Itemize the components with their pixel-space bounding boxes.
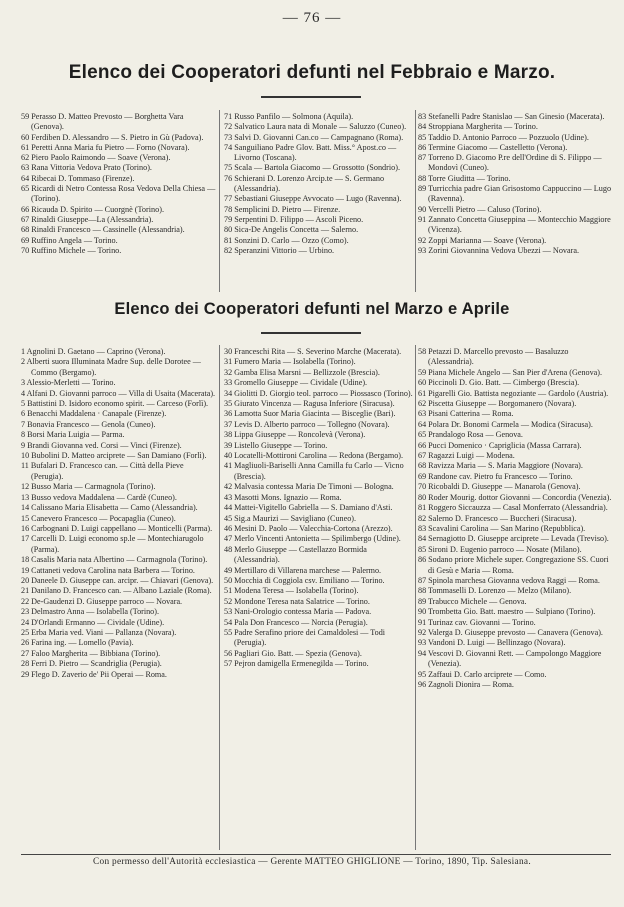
list-item: 73 Salvi D. Giovanni Can.co — Campagnano (Roma).	[224, 132, 404, 142]
list-item: 7 Bonavia Francesco — Genola (Cuneo).	[21, 419, 156, 429]
list-item: 96 Zagnoli Dionira — Roma.	[418, 680, 514, 689]
list-item: 90 Vercelli Pietro — Caluso (Torino).	[418, 204, 542, 214]
section1-column-3	[418, 112, 614, 256]
list-item: 84 Stroppiana Margherita — Torino.	[418, 122, 538, 132]
list-item: 88 Tommaselli D. Lorenzo — Melzo (Milano).	[418, 586, 572, 596]
list-item: 61 Peretti Anna Maria fu Pietro — Forno (Novara).	[21, 142, 190, 152]
list-item: 63 Pisani Catterina — Roma.	[418, 409, 514, 419]
list-item: 36 Lamotta Suor Maria Giacinta — Bisceglie (Bari).	[224, 409, 396, 419]
list-item: 50 Mocchia di Coggiola csv. Emiliano — Torino.	[224, 575, 385, 585]
list-item: 30 Franceschi Rita — S. Severino Marche (Macerata).	[224, 347, 402, 356]
list-item: 54 Pala Don Francesco — Norcia (Perugia).	[224, 617, 368, 627]
list-item: 55 Padre Serafino priore dei Camaldolesi — Todi (Perugia).	[224, 627, 386, 648]
list-item: 51 Modena Teresa — Isolabella (Torino).	[224, 586, 359, 596]
column-divider	[219, 345, 220, 850]
list-item: 80 Sica-De Angelis Concetta — Salerno.	[224, 225, 359, 235]
list-item: 57 Pejron damigella Ermenegilda — Torino.	[224, 659, 369, 669]
list-item: 90 Trombetta Gio. Batt. maestro — Sulpiano (Torino).	[418, 607, 596, 617]
section2-title: Elenco dei Cooperatori defunti nel Marzo e Aprile	[114, 300, 510, 318]
list-item: 86 Sodano priore Michele super. Congregazione SS. Cuori di Gesù e Maria — Roma.	[418, 555, 609, 575]
list-item: 32 Gamba Elisa Marsni — Bellizzole (Brescia).	[224, 367, 380, 377]
list-item: 25 Erba Maria ved. Viani — Pallanza (Novara).	[21, 627, 177, 637]
list-item: 63 Rana Vittoria Vedova Prato (Torino).	[21, 163, 152, 173]
list-item: 82 Speranzini Vittorio — Urbino.	[224, 245, 335, 255]
list-item: 67 Ragazzi Luigi — Modena.	[418, 451, 515, 461]
list-item: 23 Delmastro Anna — Isolabella (Torino).	[21, 607, 159, 617]
list-item: 69 Randone cav. Pietro fu Francesco — Torino.	[418, 471, 573, 481]
section1-title-rule	[261, 96, 361, 98]
list-item: 33 Gromello Giuseppe — Cividale (Udine).	[224, 378, 368, 388]
list-item: 5 Battistini D. Isidoro economo spirit. — Carceso (Forlì).	[21, 399, 209, 409]
list-item: 87 Spinola marchesa Giovanna vedova Raggi — Roma.	[418, 575, 600, 585]
list-item: 49 Mertillaro di Villarena marchese — Palermo.	[224, 565, 382, 575]
list-item: 19 Cattaneti vedova Carolina nata Barbera — Torino.	[21, 565, 195, 575]
list-item: 89 Trabucco Michele — Genova.	[418, 596, 527, 606]
list-item: 81 Sonzini D. Carlo — Ozzo (Como).	[224, 235, 349, 245]
list-item: 14 Calissano Maria Elisabetta — Camo (Alessandria).	[21, 503, 198, 513]
list-item: 62 Piero Paolo Raimondo — Soave (Verona).	[21, 153, 171, 163]
list-item: 37 Levis D. Alberto parroco — Tollegno (Novara).	[224, 419, 390, 429]
list-item: 34 Giolitti D. Giorgio teol. parroco — Piossasco (Torino).	[224, 388, 413, 398]
list-item: 86 Termine Giacomo — Castelletto (Verona).	[418, 142, 568, 152]
list-item: 3 Alessio-Merletti — Torino.	[21, 378, 116, 388]
list-item: 48 Merlo Giuseppe — Castellazzo Bormida (Alessandria).	[224, 544, 367, 565]
list-item: 79 Serpentini D. Filippo — Ascoli Piceno.	[224, 214, 364, 224]
list-item: 10 Bubolini D. Matteo arciprete — San Damiano (Forlì).	[21, 451, 207, 461]
list-item: 66 Pucci Domenico · Capriglicia (Massa Carrara).	[418, 440, 582, 450]
list-item: 17 Carcelli D. Luigi economo sp.le — Montechiarugolo (Parma).	[21, 534, 204, 554]
list-item: 29 Flego D. Zaverio de' Pii Operai — Roma.	[21, 669, 167, 679]
list-item: 31 Fumero Maria — Isolabella (Torino).	[224, 357, 356, 367]
list-item: 70 Ricobaldi D. Giuseppe — Manarola (Genova).	[418, 482, 581, 492]
page-number: — 76 —	[282, 10, 342, 26]
list-item: 93 Zorini Giovannina Vedova Ubezzi — Novara.	[418, 245, 580, 255]
list-item: 82 Salerno D. Francesco — Buccheri (Siracusa).	[418, 513, 577, 523]
list-item: 91 Zannato Concetta Giuseppina — Montecchio Maggiore (Vicenza).	[418, 214, 611, 235]
list-item: 83 Stefanelli Padre Stanislao — San Ginesio (Macerata).	[418, 112, 605, 121]
list-item: 91 Turinaz cav. Giovanni — Torino.	[418, 617, 536, 627]
list-item: 59 Piana Michele Angelo — San Pier d'Arena (Genova).	[418, 367, 603, 377]
list-item: 12 Busso Maria — Carmagnola (Torino).	[21, 482, 156, 492]
list-item: 38 Lippa Giuseppe — Roncolevà (Verona).	[224, 430, 366, 440]
list-item: 84 Sernagiotto D. Giuseppe arciprete — Levada (Treviso).	[418, 534, 609, 544]
list-item: 78 Semplicini D. Pietro — Firenze.	[224, 204, 341, 214]
list-item: 35 Giurato Vincenza — Ragusa Inferiore (Siracusa).	[224, 399, 395, 409]
section2-column-3	[418, 347, 614, 690]
list-item: 42 Malvasia contessa Maria De Timoni — Bologna.	[224, 482, 394, 492]
list-item: 85 Sironi D. Eugenio parroco — Nosate (Milano).	[418, 544, 582, 554]
list-item: 60 Piccinoli D. Gio. Batt. — Cimbergo (Brescia).	[418, 378, 580, 388]
section2-column-2	[224, 347, 414, 670]
list-item: 92 Valerga D. Giuseppe prevosto — Canavera (Genova).	[418, 627, 603, 637]
list-item: 20 Daneele D. Giuseppe can. arcipr. — Chiavari (Genova).	[21, 575, 214, 585]
list-item: 8 Borsi Maria Luigia — Parma.	[21, 430, 125, 440]
list-item: 68 Rinaldi Francesco — Cassinelle (Alessandria).	[21, 225, 185, 235]
list-item: 46 Mesini D. Paolo — Valecchia-Cortona (Arezzo).	[224, 523, 393, 533]
list-item: 76 Schierani D. Lorenzo Arcip.te — S. Germano (Alessandria).	[224, 173, 385, 194]
list-item: 28 Ferri D. Pietro — Scandriglia (Perugia).	[21, 659, 162, 669]
list-item: 4 Alfani D. Giovanni parroco — Villa di Usaita (Macerata).	[21, 388, 216, 398]
list-item: 27 Faloo Margherita — Bibbiana (Torino).	[21, 648, 161, 658]
list-item: 21 Danilano D. Francesco can. — Albano Laziale (Roma).	[21, 586, 212, 596]
list-item: 89 Turricchia padre Gian Grisostomo Cappuccino — Lugo (Ravenna).	[418, 184, 612, 204]
list-item: 61 Pigarelli Gio. Battista negoziante — Gardolo (Austria).	[418, 388, 609, 398]
list-item: 88 Torre Giuditta — Torino.	[418, 173, 511, 183]
list-item: 95 Zaffaui D. Carlo arciprete — Como.	[418, 669, 547, 679]
list-item: 83 Scavalini Carolina — San Marino (Repubblica).	[418, 523, 586, 533]
list-item: 44 Mattei-Vigitello Gabriella — S. Damiano d'Asti.	[224, 503, 393, 513]
list-item: 53 Nani-Orologio contessa Maria — Padova.	[224, 607, 372, 617]
list-item: 39 Listello Giuseppe — Torino.	[224, 440, 328, 450]
column-divider	[415, 345, 416, 850]
list-item: 58 Petazzi D. Marcello prevosto — Basaluzzo (Alessandria).	[418, 347, 569, 367]
section1-column-1	[21, 112, 217, 256]
list-item: 92 Zoppi Marianna — Soave (Verona).	[418, 235, 547, 245]
list-item: 18 Casalis Maria nata Albertino — Carmagnola (Torino).	[21, 555, 208, 565]
list-item: 65 Prandalogo Rosa — Genova.	[418, 430, 523, 440]
list-item: 85 Taddio D. Antonio Parroco — Pozzuolo (Udine).	[418, 132, 589, 142]
list-item: 22 De-Gaudenzi D. Giuseppe parroco — Novara.	[21, 596, 183, 606]
footer-rule	[21, 854, 611, 855]
section2-column-1	[21, 347, 217, 680]
list-item: 13 Busso vedova Maddalena — Cardè (Cuneo).	[21, 492, 177, 502]
list-item: 87 Torreno D. Giacomo P.re dell'Ordine di S. Filippo — Mondovì (Cuneo).	[418, 153, 602, 173]
list-item: 1 Agnolini D. Gaetano — Caprino (Verona).	[21, 347, 166, 356]
list-item: 72 Salvatico Laura nata di Monale — Saluzzo (Cuneo).	[224, 122, 407, 132]
list-item: 43 Masotti Mons. Ignazio — Roma.	[224, 492, 342, 502]
list-item: 77 Sebastiani Giuseppe Avvocato — Lugo (Ravenna).	[224, 194, 402, 204]
list-item: 16 Carbognani D. Luigi cappellano — Monticelli (Parma).	[21, 523, 213, 533]
list-item: 11 Bufalari D. Francesco can. — Città della Pieve (Perugia).	[21, 461, 184, 481]
list-item: 68 Ravizza Maria — S. Maria Maggiore (Novara).	[418, 461, 583, 471]
list-item: 75 Scala — Bartola Giacomo — Grossotto (Sondrio).	[224, 163, 401, 173]
list-item: 56 Pagliari Gio. Batt. — Spezia (Genova).	[224, 648, 362, 658]
list-item: 94 Vescovi D. Giovanni Rett. — Campolongo Maggiore (Venezia).	[418, 648, 602, 669]
list-item: 9 Brandi Giovanna ved. Corsi — Vinci (Firenze).	[21, 440, 182, 450]
list-item: 71 Russo Panfilo — Solmona (Aquila).	[224, 112, 354, 121]
list-item: 74 Sanguiliano Padre Glov. Batt. Miss.° Apost.co — Livorno (Toscana).	[224, 142, 397, 163]
list-item: 66 Ricauda D. Spirito — Cuorgnè (Torino).	[21, 204, 164, 214]
list-item: 62 Piscetta Giuseppe — Borgomanero (Novara).	[418, 399, 577, 409]
list-item: 45 Sig.a Maurizi — Savigliano (Cuneo).	[224, 513, 357, 523]
column-divider	[219, 110, 220, 292]
list-item: 64 Polara Dr. Bonomi Carmela — Modica (Siracusa).	[418, 419, 593, 429]
list-item: 81 Roggero Siccauzza — Casal Monferrato (Alessandria).	[418, 503, 608, 513]
footer-imprint: Con permesso dell'Autorità ecclesiastica — Gerente MATTEO GHIGLIONE — Torino, 1890, Tip. Salesiana.	[93, 857, 531, 867]
list-item: 2 Alberti suora Illuminata Madre Sup. delle Dorotee — Commo (Bergamo).	[21, 357, 201, 377]
list-item: 24 D'Orlandi Ermanno — Cividale (Udine).	[21, 617, 165, 627]
list-item: 59 Perasso D. Matteo Prevosto — Borghetta Vara (Genova).	[21, 112, 184, 132]
list-item: 15 Canevero Francesco — Pocapaglia (Cuneo).	[21, 513, 176, 523]
list-item: 52 Mondone Teresa nata Salatrice — Torino.	[224, 596, 370, 606]
list-item: 40 Locatelli-Mottironi Carolina — Redona (Bergamo).	[224, 451, 404, 461]
list-item: 60 Ferdiben D. Alessandro — S. Pietro in Gù (Padova).	[21, 132, 204, 142]
section1-title: Elenco dei Cooperatori defunti nel Febbraio e Marzo.	[68, 62, 556, 83]
list-item: 65 Ricardi di Netro Contessa Rosa Vedova Della Chiesa — (Torino).	[21, 184, 216, 204]
list-item: 6 Benacchi Maddalena · Canapale (Firenze).	[21, 409, 167, 419]
list-item: 41 Magliuoli-Bariselli Anna Camilla fu Carlo — Vicno (Brescia).	[224, 461, 404, 481]
list-item: 64 Ribecai D. Tommaso (Firenze).	[21, 173, 135, 183]
list-item: 47 Merlo Vincenti Antonietta — Spilimbergo (Udine).	[224, 534, 401, 544]
section2-title-rule	[261, 332, 361, 334]
list-item: 93 Vandoni D. Luigi — Bellinzago (Novara).	[418, 638, 566, 648]
list-item: 67 Rinaldi Giuseppe—La (Alessandria).	[21, 214, 154, 224]
list-item: 69 Ruffino Angela — Torino.	[21, 235, 118, 245]
list-item: 70 Ruffino Michele — Torino.	[21, 245, 122, 255]
list-item: 80 Roder Mourig. dottor Giovanni — Concordia (Venezia).	[418, 492, 612, 502]
column-divider	[415, 110, 416, 292]
list-item: 26 Farina ing. — Lomello (Pavia).	[21, 638, 134, 648]
section1-column-2	[224, 112, 414, 256]
